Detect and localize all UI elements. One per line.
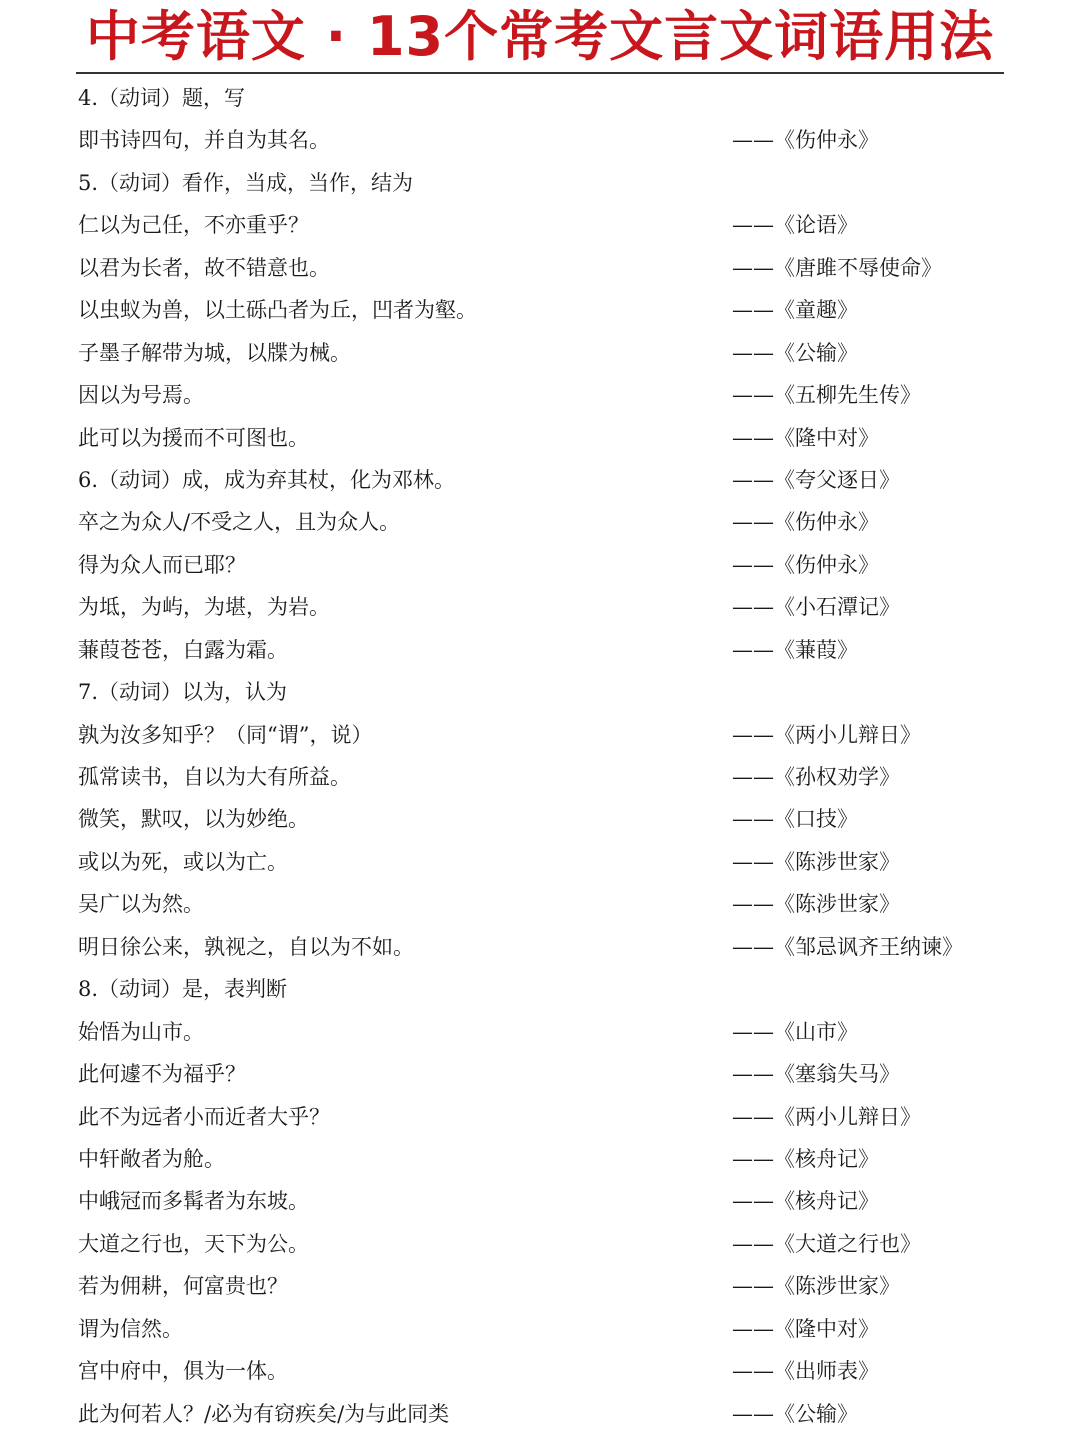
usage-heading-text: 5.（动词）看作，当成，当作，结为 [78,170,414,195]
example-source: ——《小石潭记》 [732,595,900,620]
example-sentence: 明日徐公来，孰视之，自以为不如。 [78,934,414,959]
example-source: ——《核舟记》 [732,1189,879,1214]
usage-heading [78,671,1078,713]
example-source: ——《出师表》 [732,1359,879,1384]
example-source: ——《公输》 [732,1401,858,1426]
example-source: ——《两小儿辩日》 [732,1104,921,1129]
example-source: ——《大道之行也》 [732,1231,921,1256]
example-sentence: 为坻，为屿，为堪，为岩。 [78,595,330,620]
example-sentence: 吴广以为然。 [78,892,204,917]
example-source: ——《塞翁失马》 [732,1062,900,1087]
example-sentence: 孰为汝多知乎？（同“谓”，说） [78,722,373,747]
example-source: ——《陈涉世家》 [732,1274,900,1299]
entry-list [78,77,1078,1435]
example-row [78,119,1078,161]
example-row [78,1223,1078,1265]
title-divider [76,72,1004,74]
usage-heading-text: 4.（动词）题，写 [78,86,246,110]
example-sentence: 大道之行也，天下为公。 [78,1231,309,1256]
example-sentence: 即书诗四句，并自为其名。 [78,128,330,153]
example-sentence: 得为众人而已耶？ [78,552,246,577]
example-sentence: 或以为死，或以为亡。 [78,849,288,874]
example-row [78,289,1078,331]
example-row [78,1053,1078,1095]
example-row [78,714,1078,756]
example-sentence: 子墨子解带为城，以牒为械。 [78,340,351,365]
example-source: ——《唐雎不辱使命》 [732,255,942,280]
example-sentence: 因以为号焉。 [78,383,204,408]
example-source: ——《隆中对》 [732,1316,879,1341]
example-sentence: 中轩敞者为舱。 [78,1146,225,1171]
example-row [78,1308,1078,1350]
example-row [78,883,1078,925]
example-source: ——《邹忌讽齐王纳谏》 [732,934,963,959]
example-row [78,1138,1078,1180]
example-source: ——《五柳先生传》 [732,383,921,408]
example-row [78,544,1078,586]
example-source: ——《蒹葭》 [732,637,858,662]
example-source: ——《夸父逐日》 [732,467,900,492]
example-row [78,1350,1078,1392]
example-source: ——《公输》 [732,340,858,365]
example-sentence: 始悟为山市。 [78,1019,204,1044]
example-row [78,841,1078,883]
page-title: 中考语文 · 13个常考文言文词语用法 [85,5,995,68]
example-row [78,247,1078,289]
example-row [78,1393,1078,1435]
example-source: ——《伤仲永》 [732,510,879,535]
example-sentence: 以虫蚁为兽，以土砾凸者为丘，凹者为壑。 [78,298,477,323]
example-row [78,417,1078,459]
example-sentence: 此为何若人？/必为有窃疾矣/为与此同类 [78,1401,450,1426]
example-row [78,332,1078,374]
example-row [78,926,1078,968]
example-row [78,459,1078,501]
example-sentence: 宫中府中，俱为一体。 [78,1359,288,1384]
example-sentence: 孤常读书，自以为大有所益。 [78,765,351,789]
usage-heading-text: 7.（动词）以为，认为 [78,680,288,705]
example-sentence: 若为佣耕，何富贵也？ [78,1274,288,1299]
example-source: ——《伤仲永》 [732,552,879,577]
example-source: ——《陈涉世家》 [732,892,900,917]
example-source: ——《两小儿辩日》 [732,722,921,747]
example-sentence: 此可以为援而不可图也。 [78,425,309,450]
example-sentence: 此何遽不为福乎？ [78,1062,246,1087]
example-sentence: 仁以为己任，不亦重乎？ [78,213,309,238]
example-row [78,1011,1078,1053]
example-source: ——《童趣》 [732,298,858,323]
example-source: ——《山市》 [732,1019,858,1044]
usage-heading-text: 8.（动词）是，表判断 [78,977,288,1002]
example-sentence: 中峨冠而多髯者为东坡。 [78,1189,309,1214]
example-sentence: 卒之为众人/不受之人，且为众人。 [78,510,401,535]
example-sentence: 此不为远者小而近者大乎？ [78,1104,330,1129]
example-row [78,501,1078,543]
example-row [78,586,1078,628]
usage-heading [78,77,1078,119]
usage-heading [78,162,1078,204]
example-source: ——《核舟记》 [732,1146,879,1171]
example-row [78,1180,1078,1222]
example-source: ——《口技》 [732,807,858,832]
example-row [78,798,1078,840]
example-source: ——《孙权劝学》 [732,765,900,789]
example-row [78,629,1078,671]
usage-heading [78,968,1078,1010]
example-sentence: 蒹葭苍苍，白露为霜。 [78,637,288,662]
example-source: ——《伤仲永》 [732,128,879,153]
example-row [78,374,1078,416]
example-sentence: 谓为信然。 [78,1316,183,1341]
example-row [78,1265,1078,1307]
example-row [78,1096,1078,1138]
example-source: ——《陈涉世家》 [732,849,900,874]
example-source: ——《论语》 [732,213,858,238]
example-row [78,204,1078,246]
example-source: ——《隆中对》 [732,425,879,450]
example-row [78,756,1078,798]
example-sentence: 6.（动词）成，成为弃其杖，化为邓林。 [78,467,456,492]
example-sentence: 微笑，默叹，以为妙绝。 [78,807,309,832]
example-sentence: 以君为长者，故不错意也。 [78,255,330,280]
